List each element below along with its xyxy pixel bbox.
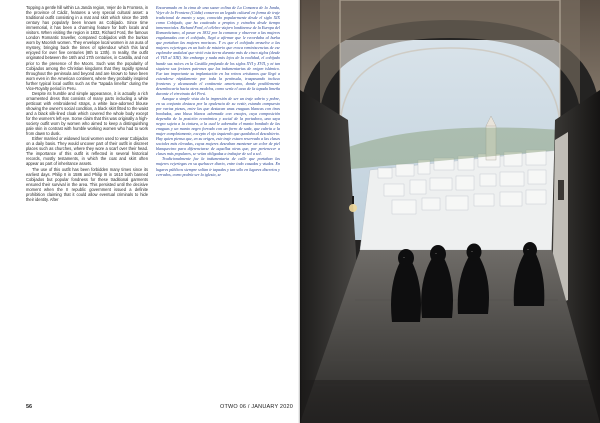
english-paragraph: The use of this outfit has been forbidden many times since its earliest days. Philip II in 1586 and Philip III in 1610 both banned Cobijados but popular fondness for these traditional garments ensured their survival in the area. This persisted until the decisive moment when the II republic government issued a definite prohibition claiming that it could allow eventual criminals to hide their identity. After <box>26 166 148 202</box>
english-paragraph: Either married or widowed local women used to wear Cobijados on a daily basis. They would uncover part of their outfit in discreet places such as churches, where they wore a scarf over their head. The importance of this outfit is reflected in several historical records, mostly testaments, in which the coat and skirt often appear as part of inheritance assets. <box>26 136 148 167</box>
english-paragraph: Topping a gentle hill within La Janda region, Vejer de la Frontera, in the province of Cádiz, features a very special cultural asset: a traditional outfit consisting in a mat and skirt which since the 19th century has popularly been known as Cobijado. Since time immemorial, it has been a charming feature for both locals and visitors. When visiting the region in 1832, Richard Ford, the famous London Romantic traveller, compared Cobijados with the burkas worn by Moorish women. They envelope local women in an aura of mystery, bringing back the times of splendour which this land enjoyed for over five centuries (8th to 13th). In reality, the outfit originated between the 16th and 17th centuries, in Castilla, and not prior to the presence of the Moors. Such was the popularity of Cobijados among the Christian kingdoms that they rapidly spread throughout the peninsula and beyond and are known to have been worn even in the American continent, where they probably inspired further typical local outfits such as the "tapada limeña" during the Vice-Royalty period in Peru. <box>26 5 148 91</box>
page-gutter <box>298 0 302 423</box>
photo-image <box>300 0 600 423</box>
spanish-column <box>156 5 280 397</box>
page-number: 56 <box>26 404 33 410</box>
running-footer: OTWO 06 / JANUARY 2020 <box>220 404 293 410</box>
photo-page <box>300 0 600 423</box>
spanish-paragraph: Aunque a simple vista da la impresión de ser un traje sobrio y pobre, en su conjunto destaca por la opulencia de su vestir, estando compuesto por varias piezas, entre las que destacan unas enaguas blancas con tiras bordadas, una blusa blanca adornada con encajes, cuya composición dependía de la posición económica y social de la portadora, una saya negra sujeta a la cintura, a la cual le adornaba el manto bordado de las enaguas y un manto negro forrado con un forro de seda, que cubría a la mujer completamente, excepto el ojo izquierdo que quedaba al descubierto. Hay quien piensa que, en su origen, este traje estuvo reservado a las clases sociales más elevadas, cuyas mujeres deseaban mantener un color de piel blanquecino para diferenciarse de aquellas otras que, por pertenecer a clases más populares, se veían obligadas a trabajar de sol a sol. <box>156 95 280 157</box>
english-paragraph: Despite its humble and simple appearance, it is actually a rich ornamented dress that consists of many parts including a white petticoat with embroidered straps, a white lace-adorned blouse showing the owner's social condition, a black skirt fitted to the waist and a black silk-lined cloak which covered the whole body except for the women's left eye. Some claim that this was originally a high-society outfit worn by women who aimed to keep a distinguishing pale skin in contrast with humble working women who had to work from dawn to dusk. <box>26 90 148 137</box>
spanish-paragraph: Encaramado en la cima de una suave colina de La Comarca de la Janda, Vejer de la Frontera (Cádiz) conserva un legado cultural en forma de traje tradicional de manto y saya, conocido popularmente desde el siglo XIX como Cobijado, que ha cautivado a propios y extraños desde tiempo inmemoriales. Richard Ford, el célebre viajero londinense de la Europa del Romanticismo, al pasar en 1832 por la comarca y observar a las mujeres engalanadas con el cobijado, llegó a afirmar que le recordaba al burka que portaban las mujeres moriscas. Y es que el cobijado envuelve a las mujeres vejeriegas en un halo de misterio que evoca reminiscencias de ese esplendor andalusí que vivió esta tierra durante más de cinco siglos (desde el VIII al XIII). Sin embargo y nada más lejos de la realidad, el cobijado hunde sus raíces en la Castilla profunda de los siglos XVI y XVII, y ni tan siquiera sus feriares patrones que las indumentarias de origen islámico. Fue tan importante su implantación en los reinos cristianos que llegó a extenderse rápidamente por toda la península, traspasando incluso fronteras y alcanzando el continente americano, donde posiblemente desembocaría hacia otros modelos, como sería el caso de la tapada limeña durante el virreinato del Perú. <box>156 5 280 96</box>
english-column <box>26 5 148 397</box>
spanish-paragraph: Tradicionalmente fue la indumentaria de calle que portaban las mujeres vejeriegas en su quehacer diario, entre todo casadas y viudas. En lugares públicos siempre solían ir tapadas y tan sólo en lugares discretos y cerrados, como podría ser la iglesia, se <box>156 156 280 177</box>
